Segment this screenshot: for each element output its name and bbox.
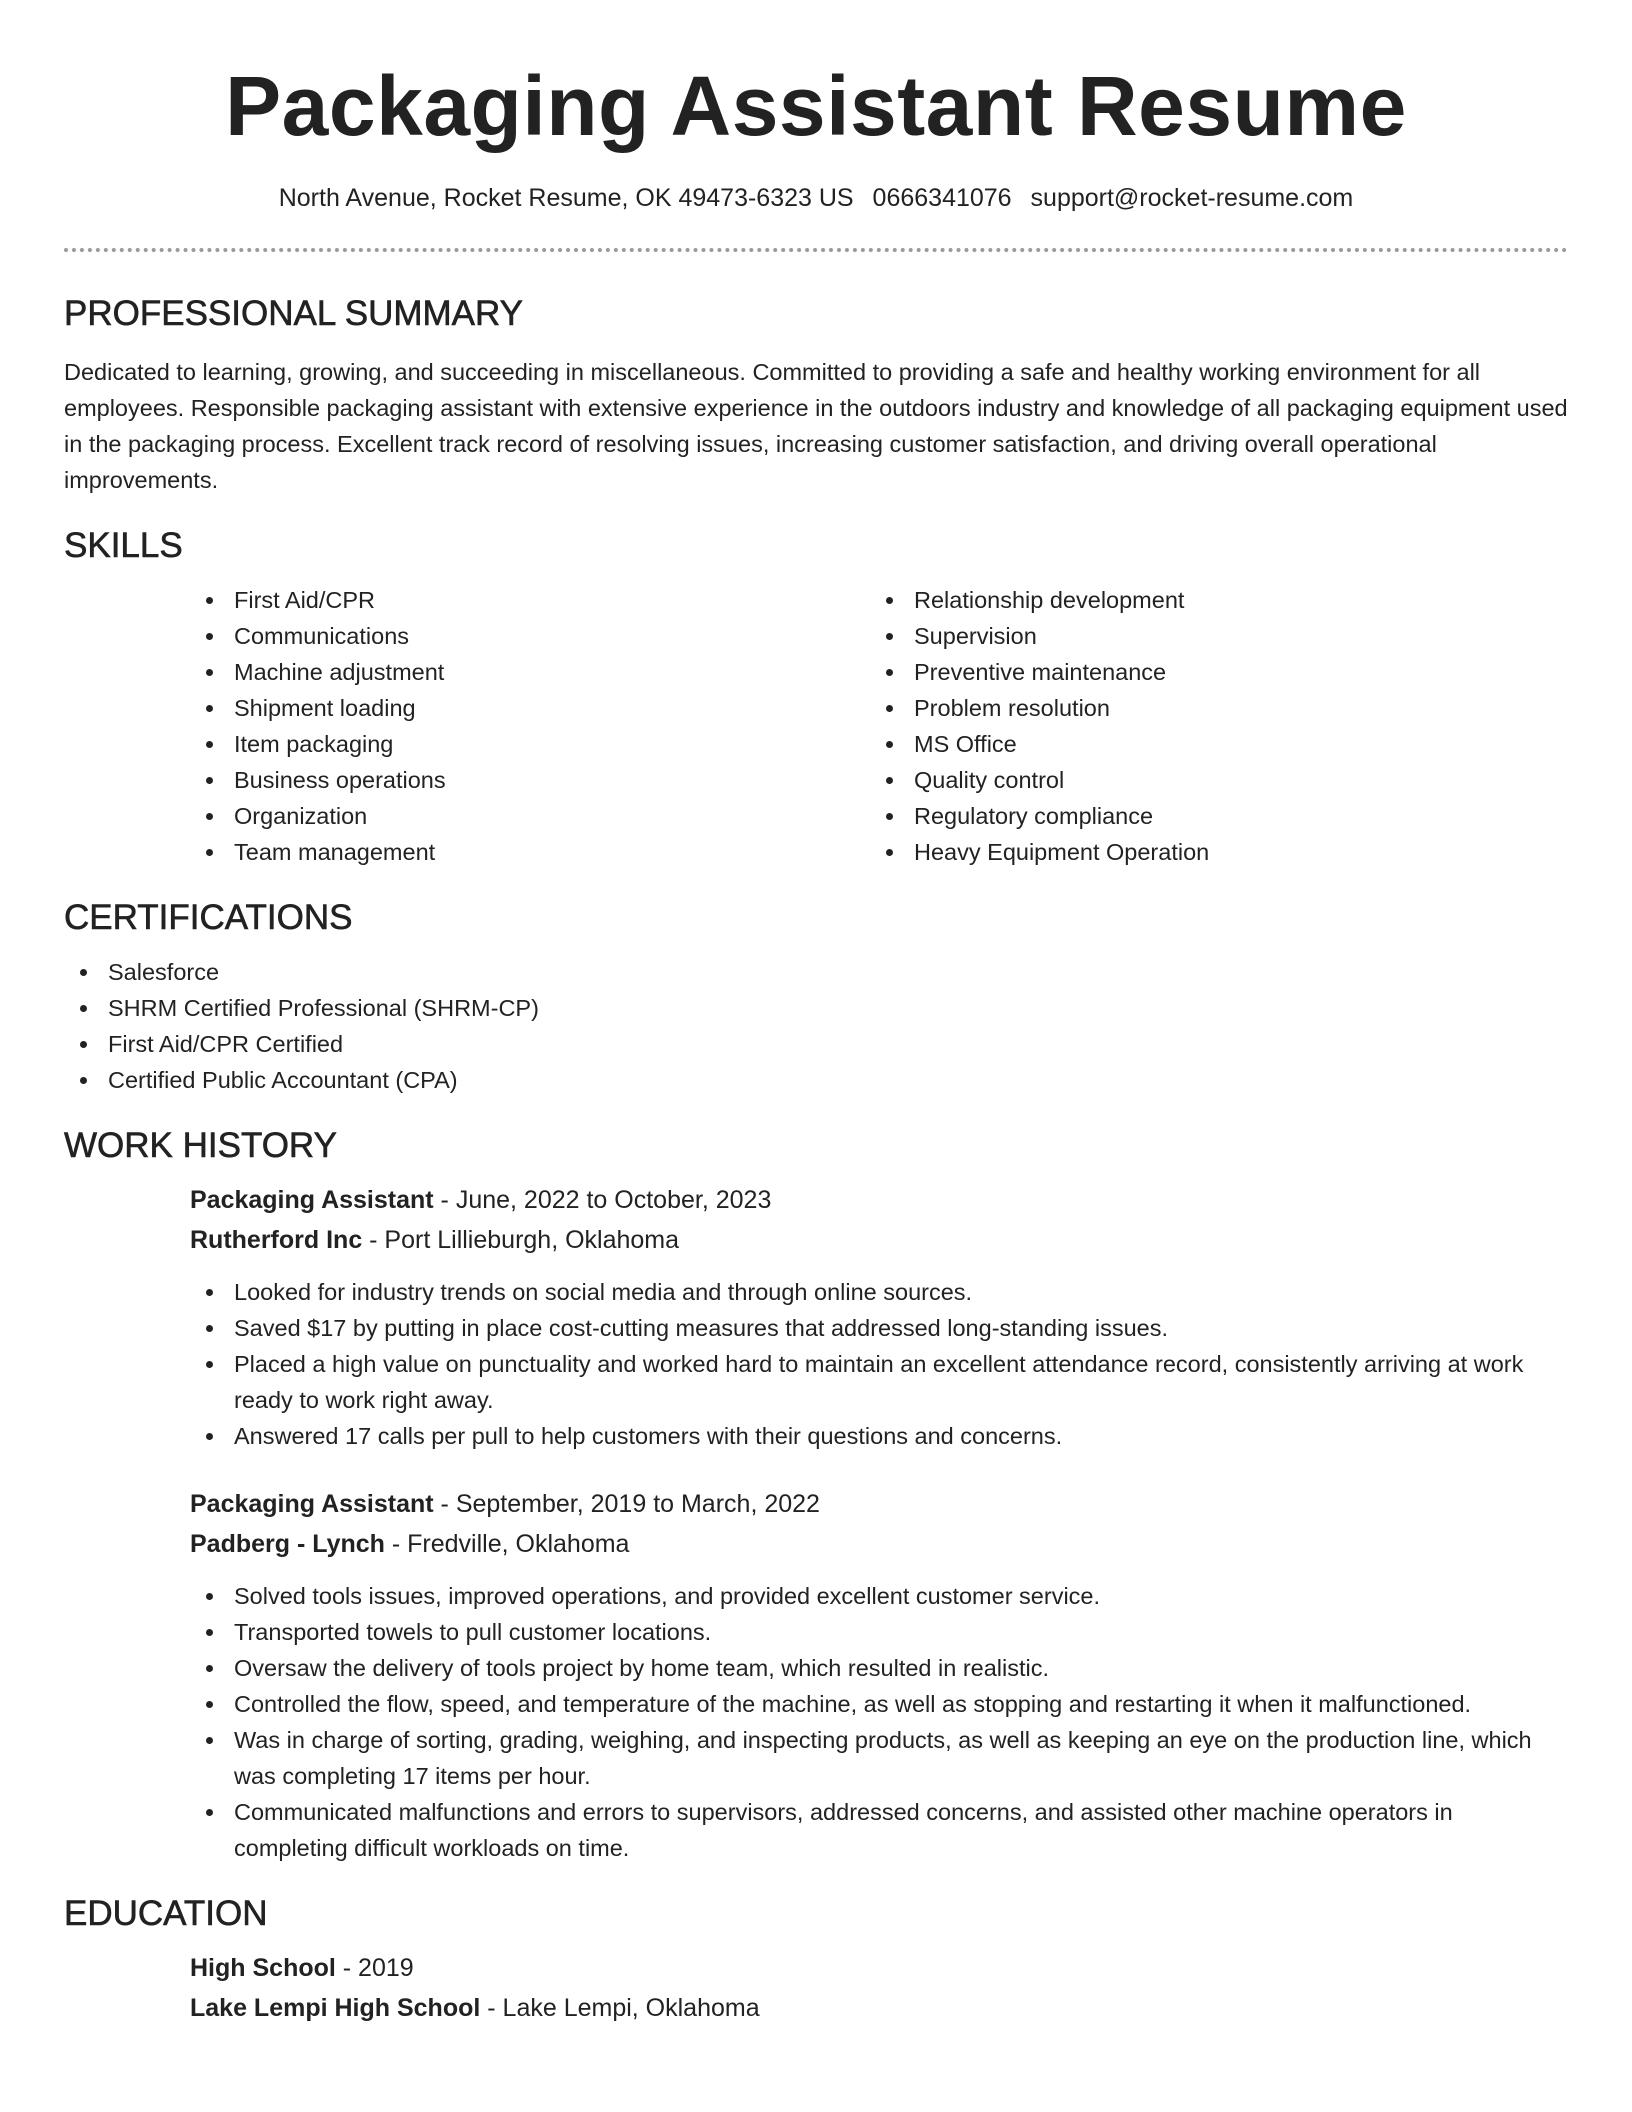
education-school-line (190, 1988, 1568, 2028)
skill-item: Communications (190, 618, 870, 654)
education-degree-line (190, 1948, 1568, 1988)
education-section (64, 1892, 1568, 2028)
contact-line (64, 182, 1568, 214)
job-duties-list (190, 1578, 1568, 1866)
header-divider (64, 248, 1568, 252)
education-year: - 2019 (335, 1954, 414, 1982)
skill-item: Supervision (870, 618, 1550, 654)
education-location: - Lake Lempi, Oklahoma (480, 1994, 760, 2022)
skill-item: Relationship development (870, 582, 1550, 618)
contact-address: North Avenue, Rocket Resume, OK 49473-6323 US (278, 184, 854, 212)
job-duty-item: Solved tools issues, improved operations, and provided excellent customer service. (190, 1578, 1568, 1614)
certification-item: Certified Public Accountant (CPA) (64, 1062, 1568, 1098)
skill-item: Preventive maintenance (870, 654, 1550, 690)
education-school: Lake Lempi High School (190, 1994, 481, 2022)
certification-item: Salesforce (64, 954, 1568, 990)
job-dates: - June, 2022 to October, 2023 (433, 1186, 772, 1214)
summary-heading: PROFESSIONAL SUMMARY (64, 294, 523, 333)
resume-page (64, 0, 1568, 2028)
work-history-section (64, 1124, 1568, 1866)
job-duty-item: Answered 17 calls per pull to help customers with their questions and concerns. (190, 1418, 1568, 1454)
work-history-heading: WORK HISTORY (64, 1126, 337, 1165)
job-duty-item: Controlled the flow, speed, and temperature of the machine, as well as stopping and restarting it when it malfunctioned. (190, 1686, 1568, 1722)
certifications-list (64, 954, 1568, 1098)
skill-item: Heavy Equipment Operation (870, 834, 1550, 870)
job-duty-item: Looked for industry trends on social media and through online sources. (190, 1274, 1568, 1310)
job-entry (190, 1180, 1568, 1454)
job-duty-item: Was in charge of sorting, grading, weighing, and inspecting products, as well as keeping an eye on the production line, which was completing 17 items per hour. (190, 1722, 1568, 1794)
job-title-line (190, 1484, 1568, 1524)
job-location: - Fredville, Oklahoma (384, 1530, 630, 1558)
skills-list-right (870, 582, 1550, 870)
education-entry (190, 1948, 1568, 2028)
education-heading: EDUCATION (64, 1894, 268, 1933)
skills-list-left (190, 582, 870, 870)
certification-item: SHRM Certified Professional (SHRM-CP) (64, 990, 1568, 1026)
summary-section (64, 292, 1568, 498)
skill-item: Problem resolution (870, 690, 1550, 726)
skill-item: Shipment loading (190, 690, 870, 726)
resume-title: Packaging Assistant Resume (225, 59, 1407, 153)
contact-phone: 0666341076 (872, 184, 1012, 212)
certification-item: First Aid/CPR Certified (64, 1026, 1568, 1062)
job-entry (190, 1484, 1568, 1866)
skills-section (64, 524, 1568, 870)
skill-item: Item packaging (190, 726, 870, 762)
job-duties-list (190, 1274, 1568, 1454)
contact-email[interactable]: support@rocket-resume.com (1030, 184, 1354, 212)
summary-text: Dedicated to learning, growing, and succeeding in miscellaneous. Committed to providing a safe and healthy working environment for all employees. Responsible packaging assistant with extensive experience in the outdoors industry and knowledge of all packaging equipment used in the packaging process. Excellent track record of resolving issues, increasing customer satisfaction, and driving overall operational improvements. (64, 359, 1568, 493)
education-degree: High School (190, 1954, 336, 1982)
job-duty-item: Placed a high value on punctuality and worked hard to maintain an excellent attendance record, consistently arriving at work ready to work right away. (190, 1346, 1568, 1418)
job-duty-item: Saved $17 by putting in place cost-cutting measures that addressed long-standing issues. (190, 1310, 1568, 1346)
skill-item: Organization (190, 798, 870, 834)
job-company-line (190, 1524, 1568, 1564)
skill-item: Team management (190, 834, 870, 870)
job-title-line (190, 1180, 1568, 1220)
skill-item: First Aid/CPR (190, 582, 870, 618)
skill-item: Quality control (870, 762, 1550, 798)
skills-grid (190, 582, 1568, 870)
job-company: Padberg - Lynch (190, 1530, 385, 1558)
job-role: Packaging Assistant (190, 1490, 434, 1518)
certifications-section (64, 896, 1568, 1098)
job-role: Packaging Assistant (190, 1186, 434, 1214)
job-duty-item: Communicated malfunctions and errors to supervisors, addressed concerns, and assisted other machine operators in completing difficult workloads on time. (190, 1794, 1568, 1866)
skills-heading: SKILLS (64, 526, 183, 565)
skill-item: Business operations (190, 762, 870, 798)
skill-item: MS Office (870, 726, 1550, 762)
skill-item: Machine adjustment (190, 654, 870, 690)
job-dates: - September, 2019 to March, 2022 (433, 1490, 820, 1518)
skill-item: Regulatory compliance (870, 798, 1550, 834)
job-duty-item: Oversaw the delivery of tools project by home team, which resulted in realistic. (190, 1650, 1568, 1686)
job-location: - Port Lillieburgh, Oklahoma (362, 1226, 680, 1254)
job-company-line (190, 1220, 1568, 1260)
job-company: Rutherford Inc (190, 1226, 363, 1254)
job-duty-item: Transported towels to pull customer locations. (190, 1614, 1568, 1650)
certifications-heading: CERTIFICATIONS (64, 898, 353, 937)
